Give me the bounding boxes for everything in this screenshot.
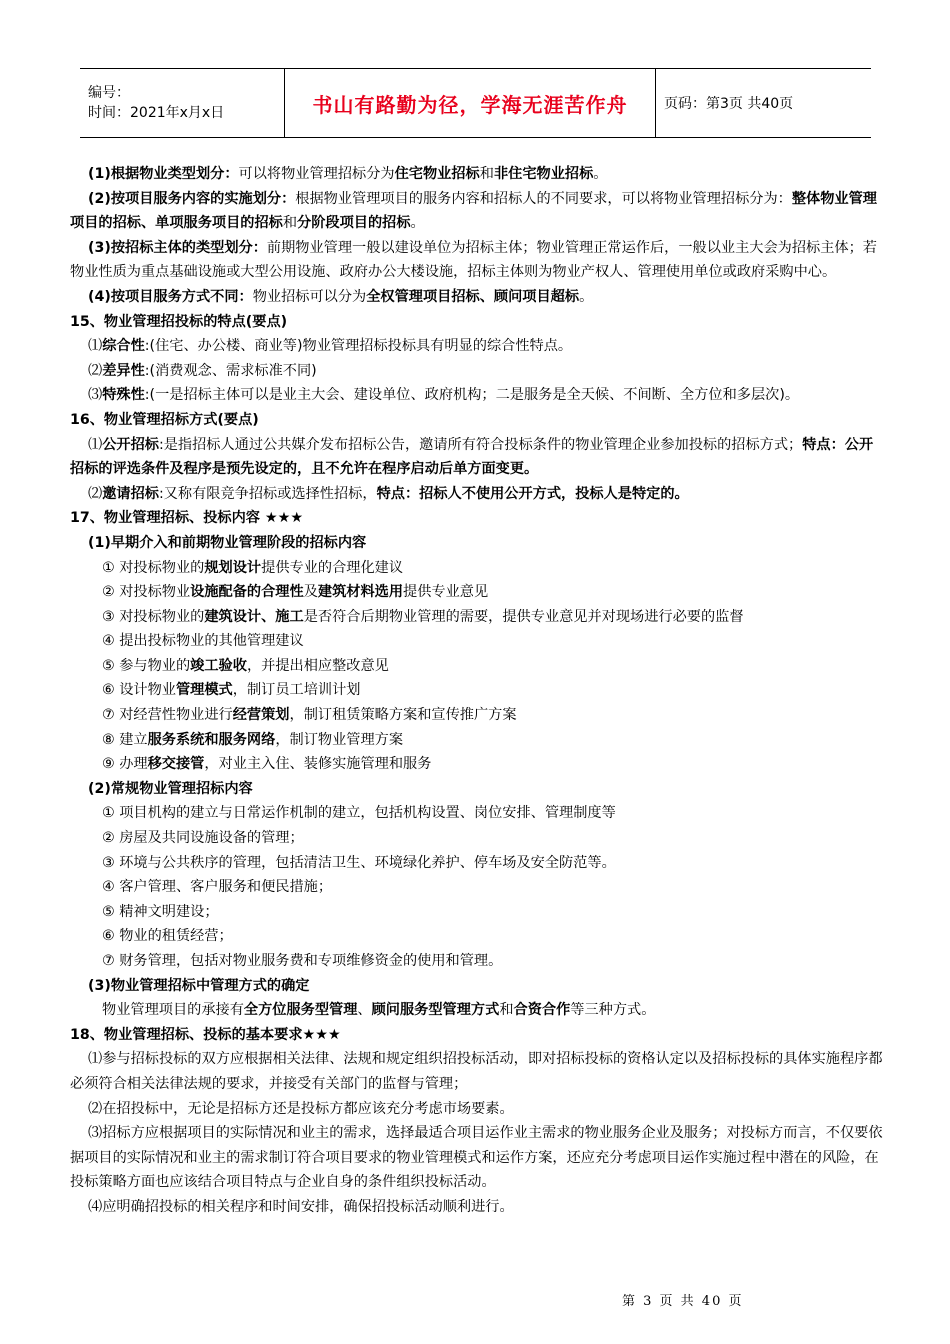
text-run: ⑴: [88, 436, 103, 453]
text-run: 特点：招标人不使用公开方式，投标人是特定的。: [376, 485, 689, 502]
paragraph: [70, 162, 885, 187]
text-run: 、: [357, 1002, 372, 1019]
text-run: :是指招标人通过公共媒介发布招标公告，邀请所有符合投标条件的物业管理企业参加投标的招标方式；: [158, 436, 803, 453]
paragraph: ⑶招标方应根据项目的实际情况和业主的需求，选择最适合项目运作业主需求的物业服务企业及服务；对投标方而言，不仅要依据项目的实际情况和业主的需求制订符合项目要求的物业管理模式和运作方案，还应充分考虑项目运作实施过程中潜在的风险，在投标策略方面也应该结合项目特点与企业自身的条件组织投标活动。: [70, 1125, 883, 1191]
list-item: ③ 环境与公共秩序的管理，包括清洁卫生、环境绿化养护、停车场及安全防范等。: [102, 854, 616, 871]
list-item: ⑦ 财务管理，包括对物业服务费和专项维修资金的使用和管理。: [102, 953, 503, 969]
subsection-heading: (1)早期介入和前期物业管理阶段的招标内容: [88, 534, 367, 551]
list-item: [70, 556, 885, 581]
text-run: 移交接管: [147, 756, 205, 773]
text-run: 分阶段项目的招标: [297, 215, 411, 232]
section-heading: 15、物业管理招投标的特点(要点): [70, 313, 288, 330]
text-run: 邀请招标: [102, 485, 159, 502]
text-run: ，并提出相应整改意见: [246, 657, 389, 674]
text-run: 前期物业管理一般以建设单位为招标主体；物业管理正常运作后，一般以业主大会为招标主体；若物业性质为重点基础设施或大型公用设施、政府办公大楼设施，招标主体则为物业产权人、管理使用单位或政府采购中心。: [70, 239, 877, 281]
text-run: 和: [499, 1002, 514, 1019]
paragraph: [70, 334, 885, 359]
text-run: 建筑材料选用: [317, 584, 404, 601]
list-item: ⑥ 物业的租赁经营；: [102, 928, 233, 945]
section-heading: 18、物业管理招标、投标的基本要求★★★: [70, 1026, 341, 1043]
text-run: 及: [303, 584, 318, 601]
text-run: 差异性: [102, 362, 145, 379]
paragraph: ⑵在招投标中，无论是招标方还是投标方都应该充分考虑市场要素。: [88, 1100, 514, 1117]
list-item: ⑤ 精神文明建设；: [102, 903, 219, 920]
text-run: ⑴: [88, 338, 103, 355]
list-item: [70, 605, 885, 630]
page-footer: 第 3 页 共 40 页: [622, 1294, 744, 1309]
text-run: 根据物业管理项目的服务内容和招标人的不同要求，可以将物业管理招标分为：: [295, 190, 792, 207]
text-run: 和: [282, 215, 298, 232]
text-run: 提供专业意见: [403, 584, 489, 601]
section-heading: 16、物业管理招标方式(要点): [70, 411, 259, 428]
paragraph: [70, 236, 885, 285]
text-run: 物业招标可以分为: [252, 288, 367, 305]
text-run: 提供专业的合理化建议: [261, 559, 404, 576]
text-run: 竣工验收: [190, 657, 247, 674]
motto: 书山有路勤为径，学海无涯苦作舟: [284, 69, 656, 137]
text-run: 建筑设计、施工: [204, 608, 304, 625]
paragraph: [70, 433, 885, 482]
list-item: [70, 580, 885, 605]
document-body: [70, 162, 885, 1220]
text-run: 等三种方式。: [570, 1002, 656, 1019]
text-run: 。: [593, 166, 608, 182]
text-run: 设施配备的合理性: [190, 584, 304, 601]
paragraph: [70, 482, 885, 507]
text-run: 特点：公开招标的评选条件及程序是预先设定的，且不允许在程序启动后单方面变更。: [70, 436, 874, 478]
text-run: 是否符合后期物业管理的需要，提供专业意见并对现场进行必要的监督: [303, 608, 744, 625]
text-run: 。: [410, 215, 425, 232]
text-run: ① 对投标物业的: [102, 559, 205, 576]
text-run: 公开招标: [102, 436, 159, 453]
date-label: 时间：2021年x月x日: [88, 105, 225, 121]
text-run: 顾问服务型管理方式: [371, 1002, 500, 1019]
text-run: ，对业主入住、装修实施管理和服务: [204, 756, 432, 773]
text-run: 全权管理项目招标、顾问项目超标: [366, 288, 580, 305]
text-run: :(一是招标主体可以是业主大会、建设单位、政府机构；二是服务是全天候、不间断、全方位和多层次)。: [144, 387, 800, 404]
text-run: :(消费观念、需求标准不同): [144, 362, 317, 379]
text-run: ⑵: [88, 362, 103, 379]
text-run: ⑧ 建立: [102, 731, 148, 748]
text-run: 合资合作: [513, 1002, 571, 1019]
list-item: ④ 提出投标物业的其他管理建议: [102, 633, 304, 650]
list-item: ④ 客户管理、客户服务和便民措施；: [102, 879, 333, 896]
text-run: ⑤ 参与物业的: [102, 657, 191, 674]
paragraph: [70, 187, 885, 236]
paragraph: ⑷应明确招投标的相关程序和时间安排，确保招投标活动顺利进行。: [88, 1198, 514, 1215]
section-heading: 17、物业管理招标、投标内容 ★★★: [70, 510, 304, 527]
text-run: 管理模式: [175, 682, 233, 699]
text-run: ⑨ 办理: [102, 756, 148, 773]
header-table: [80, 68, 871, 138]
text-run: :(住宅、办公楼、商业等)物业管理招标投标具有明显的综合性特点。: [144, 338, 573, 355]
subsection-heading: (2)常规物业管理招标内容: [88, 780, 253, 797]
text-run: (2)按项目服务内容的实施划分：: [88, 190, 296, 207]
text-run: 和: [479, 166, 494, 182]
list-item: [70, 752, 885, 777]
text-run: ⑶: [88, 387, 103, 404]
text-run: ⑵: [88, 485, 103, 502]
paragraph: [70, 359, 885, 384]
text-run: ③ 对投标物业的: [102, 608, 205, 625]
text-run: 可以将物业管理招标分为: [238, 166, 395, 182]
list-item: [70, 728, 885, 753]
text-run: 整体物业管理项目的招标、单项服务项目的招标: [70, 190, 877, 232]
text-run: ⑥ 设计物业: [102, 682, 176, 699]
text-run: :又称有限竞争招标或选择性招标，: [158, 485, 377, 502]
paragraph: [70, 383, 885, 408]
text-run: 物业管理项目的承接有: [102, 1002, 244, 1019]
text-run: ，制订员工培训计划: [232, 682, 361, 699]
text-run: ② 对投标物业: [102, 584, 191, 601]
text-run: ⑦ 对经营性物业进行: [102, 707, 233, 724]
text-run: (3)按招标主体的类型划分：: [88, 239, 267, 256]
list-item: [70, 678, 885, 703]
text-run: 规划设计: [204, 559, 262, 576]
page-label: 页码：第3页 共40页: [664, 96, 794, 112]
text-run: 经营策划: [232, 707, 290, 724]
header-left-cell: [80, 69, 284, 137]
paragraph: [70, 998, 885, 1023]
text-run: (4)按项目服务方式不同：: [88, 288, 253, 305]
subsection-heading: (3)物业管理招标中管理方式的确定: [88, 977, 310, 994]
text-run: 综合性: [102, 338, 145, 355]
paragraph: [70, 285, 885, 310]
text-run: 非住宅物业招标: [493, 166, 594, 182]
list-item: [70, 703, 885, 728]
list-item: [70, 654, 885, 679]
text-run: ，制订物业管理方案: [275, 731, 404, 748]
text-run: 全方位服务型管理: [243, 1002, 358, 1019]
text-run: (1)根据物业类型划分：: [88, 166, 239, 182]
text-run: 住宅物业招标: [394, 166, 480, 182]
text-run: 服务系统和服务网络: [147, 731, 276, 748]
list-item: ② 房屋及共同设施设备的管理；: [102, 830, 304, 847]
text-run: 特殊性: [102, 387, 145, 404]
text-run: 。: [579, 288, 594, 305]
paragraph: ⑴参与招标投标的双方应根据相关法律、法规和规定组织招投标活动，即对招标投标的资格认定以及招标投标的具体实施程序都必须符合相关法律法规的要求，并接受有关部门的监督与管理；: [70, 1051, 883, 1092]
text-run: ，制订租赁策略方案和宣传推广方案: [289, 707, 517, 724]
number-label: 编号：: [88, 85, 130, 101]
list-item: ① 项目机构的建立与日常运作机制的建立，包括机构设置、岗位安排、管理制度等: [102, 805, 616, 822]
